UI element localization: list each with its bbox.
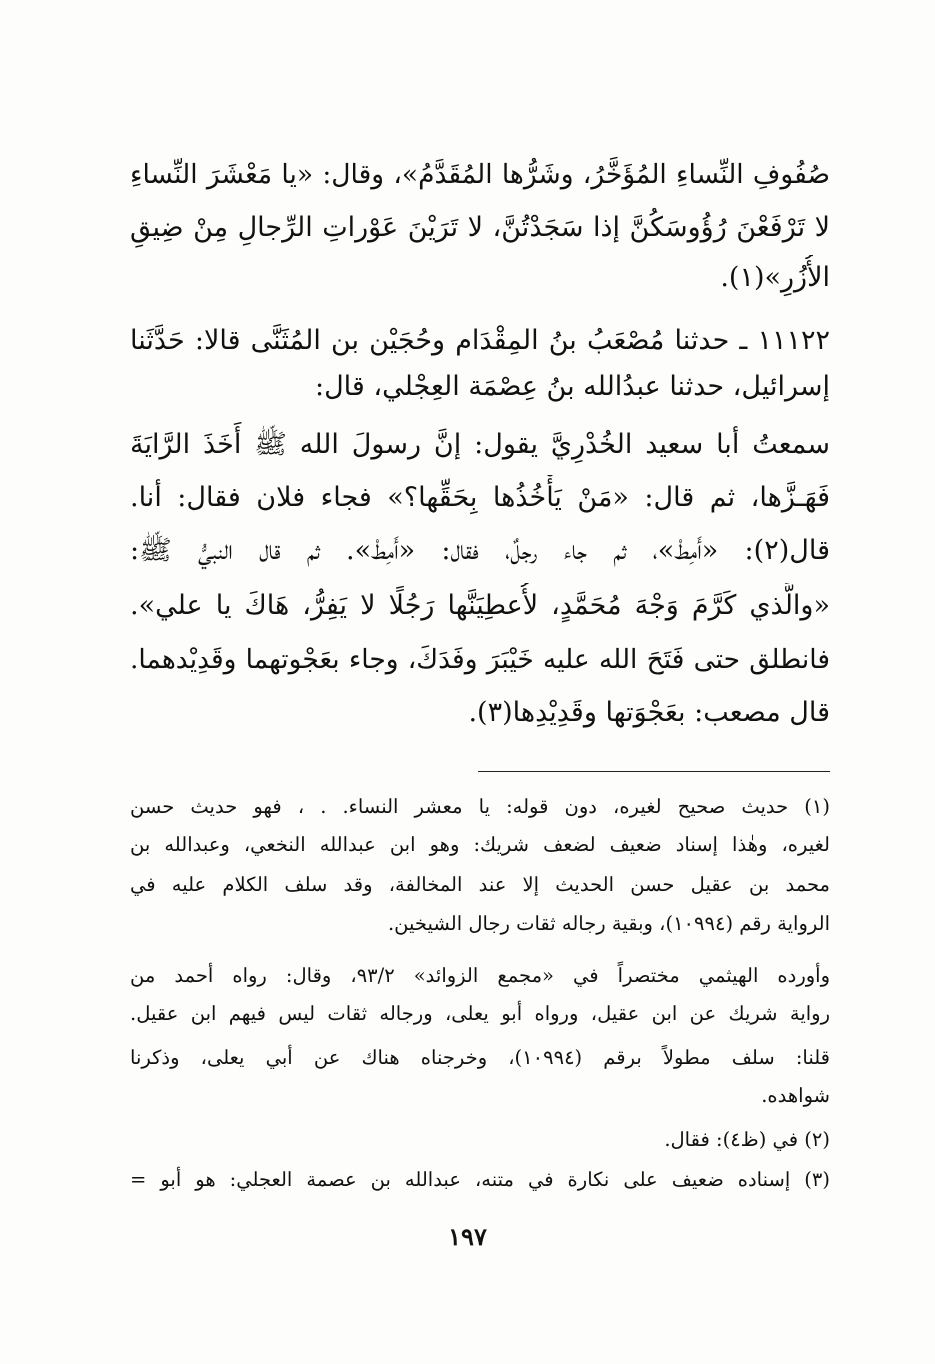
body-line: فَهَـزَّها، ثم قال: «مَنْ يَأْخُذُها بِحَقِّها؟» فجاء فلان فقال: أنا.: [130, 482, 830, 513]
footnote-line: محمد بن عقيل حسن الحديث إلا عند المخالفة، وقد سلف الكلام عليه في: [130, 873, 830, 896]
body-line: قال مصعب: بعَجْوَتها وقَدِيْدِها(٣).: [468, 697, 830, 728]
footnote-line: رواية شريك عن ابن عقيل، ورواه أبو يعلى، ورجاله ثقات ليس فيهم ابن عقيل.: [130, 1002, 830, 1025]
footnote-line: (١) حديث صحيح لغيره، دون قوله: يا معشر النساء. . ، فهو حديث حسن: [130, 795, 830, 818]
body-line: «والَّذي كَرَّمَ وَجْهَ مُحَمَّدٍ، لأُعطِيَنَّها رَجُلًا لا يَفِرُّ، هَاكَ يا علي».: [130, 590, 830, 621]
footnote-line: الرواية رقم (١٠٩٩٤)، وبقية رجاله ثقات رجال الشيخين.: [387, 912, 830, 935]
body-line: الأُزُرِ»(١).: [720, 262, 830, 293]
body-line: صُفُوفِ النِّساءِ المُؤَخَّرُ، وشَرُّها المُقَدَّمُ»، وقال: «يا مَعْشَرَ النِّساءِ: [130, 159, 830, 190]
footnote-line: (٣) إسناده ضعيف على نكارة في متنه، عبدالله بن عصمة العجلي: هو أبو =: [130, 1168, 830, 1191]
footnote-line: لغيره، وهٰذا إسناد ضعيف لضعف شريك: وهو ابن عبدالله النخعي، وعبدالله بن: [130, 833, 830, 856]
footnote-line: قلنا: سلف مطولاً برقم (١٠٩٩٤)، وخرجناه هناك عن أبي يعلى، وذكرنا: [130, 1046, 830, 1069]
body-line: ١١١٢٢ ـ حدثنا مُصْعَبُ بنُ المِقْدَام وحُجَيْن بن المُثَنَّى قالا: حَدَّثَنا: [130, 325, 830, 356]
body-line: فانطلق حتى فَتَحَ الله عليه خَيْبَرَ وفَدَكَ، وجاء بعَجْوتهما وقَدِيْدهما.: [130, 644, 830, 675]
footnote-line: وأورده الهيثمي مختصراً في «مجمع الزوائد» ٩٣/٢، وقال: رواه أحمد من: [130, 964, 830, 987]
footnote-separator: [478, 771, 830, 772]
footnote-line: شواهده.: [761, 1084, 830, 1107]
body-line: لا تَرْفَعْنَ رُؤُوسَكُنَّ إذا سَجَدْتُنَّ، لا تَرَيْنَ عَوْراتِ الرِّجالِ مِنْ ضِيقِ: [130, 212, 830, 243]
footnote-line: (٢) في (ظ٤): فقال.: [664, 1128, 830, 1151]
body-line: قال(٢): «أَمِطْ»، ثم جاء رجلٌ، فقال: «أَمِطْ». ثم قال النبيُّ ﷺ:: [130, 535, 830, 566]
body-line: إسرائيل، حدثنا عبدُالله بنُ عِصْمَة العِجْلي، قال:: [314, 371, 830, 402]
page-number: ١٩٧: [448, 1222, 487, 1251]
body-line: سمعتُ أبا سعيد الخُدْرِيَّ يقول: إنَّ رسولَ الله ﷺ أَخَذَ الرَّايَةَ: [130, 429, 830, 460]
